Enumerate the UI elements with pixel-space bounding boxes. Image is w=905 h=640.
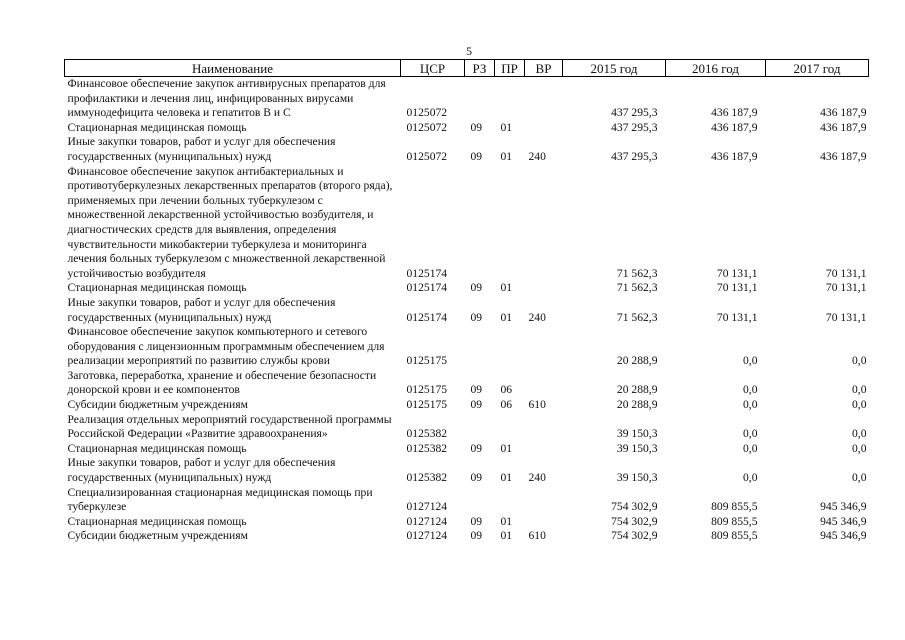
row-csr: 0125175 bbox=[406, 354, 448, 368]
row-name: Стационарная медицинская помощь bbox=[67, 441, 247, 455]
row-value-2017: 0,0 bbox=[852, 441, 867, 455]
row-value-2016: 436 187,9 bbox=[711, 120, 758, 134]
column-header-rz: РЗ bbox=[465, 60, 495, 77]
row-rz bbox=[465, 325, 495, 369]
row-value-2016: 0,0 bbox=[743, 383, 758, 397]
row-csr: 0127124 bbox=[406, 500, 448, 514]
row-value-2017: 945 346,9 bbox=[820, 500, 867, 514]
row-value-2016: 0,0 bbox=[743, 441, 758, 455]
row-value-2015: 20 288,9 bbox=[616, 398, 658, 412]
row-vr bbox=[525, 413, 563, 442]
row-vr bbox=[525, 77, 563, 121]
table-row bbox=[65, 121, 869, 136]
row-value-2016: 809 855,5 bbox=[711, 514, 758, 528]
row-name: Иные закупки товаров, работ и услуг для обеспечения государственных (муниципальных) нужд bbox=[67, 295, 336, 324]
table-row bbox=[65, 135, 869, 164]
row-value-2017: 436 187,9 bbox=[820, 120, 867, 134]
table-row bbox=[65, 281, 869, 296]
row-value-2017: 70 131,1 bbox=[825, 310, 867, 324]
row-value-2015: 20 288,9 bbox=[616, 383, 658, 397]
row-value-2017: 0,0 bbox=[852, 354, 867, 368]
table-row bbox=[65, 165, 869, 282]
row-value-2016: 70 131,1 bbox=[716, 281, 758, 295]
table-row bbox=[65, 325, 869, 369]
row-csr: 0125382 bbox=[406, 471, 448, 485]
row-name: Иные закупки товаров, работ и услуг для обеспечения государственных (муниципальных) нужд bbox=[67, 456, 336, 485]
row-vr: 240 bbox=[528, 149, 546, 163]
row-csr: 0127124 bbox=[406, 529, 448, 543]
row-value-2017: 436 187,9 bbox=[820, 149, 867, 163]
row-value-2016: 0,0 bbox=[743, 427, 758, 441]
row-rz: 09 bbox=[470, 120, 483, 134]
row-value-2016: 70 131,1 bbox=[716, 266, 758, 280]
row-name: Субсидии бюджетным учреждениям bbox=[67, 529, 248, 543]
row-name: Финансовое обеспечение закупок антивирусных препаратов для профилактики и лечения лиц, инфицированных вирусами иммунодефицита человека и гепатитов В и С bbox=[67, 77, 386, 120]
row-pr bbox=[495, 77, 525, 121]
row-csr: 0125175 bbox=[406, 398, 448, 412]
row-pr: 01 bbox=[500, 281, 513, 295]
row-vr bbox=[525, 281, 563, 296]
row-rz: 09 bbox=[470, 398, 483, 412]
row-value-2016: 0,0 bbox=[743, 471, 758, 485]
row-rz: 09 bbox=[470, 471, 483, 485]
row-csr: 0125382 bbox=[406, 441, 448, 455]
column-header-csr: ЦСР bbox=[401, 60, 465, 77]
row-csr: 0125072 bbox=[406, 106, 448, 120]
row-value-2016: 70 131,1 bbox=[716, 310, 758, 324]
row-rz bbox=[465, 486, 495, 515]
row-value-2015: 754 302,9 bbox=[611, 500, 658, 514]
row-name: Стационарная медицинская помощь bbox=[67, 120, 247, 134]
row-vr: 240 bbox=[528, 471, 546, 485]
column-header-pr: ПР bbox=[495, 60, 525, 77]
row-pr: 01 bbox=[500, 310, 513, 324]
row-name: Стационарная медицинская помощь bbox=[67, 281, 247, 295]
row-pr: 06 bbox=[500, 383, 513, 397]
table-row bbox=[65, 442, 869, 457]
row-pr: 01 bbox=[500, 441, 513, 455]
table-row bbox=[65, 296, 869, 325]
column-header-name: Наименование bbox=[65, 60, 401, 77]
row-name: Заготовка, переработка, хранение и обеспечение безопасности донорской крови и ее компонентов bbox=[67, 368, 377, 397]
column-header-2015: 2015 год bbox=[563, 60, 666, 77]
row-pr bbox=[495, 165, 525, 282]
row-vr bbox=[525, 325, 563, 369]
row-csr: 0125174 bbox=[406, 266, 448, 280]
row-csr: 0125072 bbox=[406, 120, 448, 134]
row-value-2015: 437 295,3 bbox=[611, 120, 658, 134]
row-value-2015: 39 150,3 bbox=[616, 427, 658, 441]
row-value-2015: 20 288,9 bbox=[616, 354, 658, 368]
row-vr bbox=[525, 515, 563, 530]
row-vr: 610 bbox=[528, 529, 546, 543]
row-value-2017: 0,0 bbox=[852, 398, 867, 412]
row-rz bbox=[465, 165, 495, 282]
row-pr: 01 bbox=[500, 514, 513, 528]
row-rz: 09 bbox=[470, 383, 483, 397]
row-pr: 01 bbox=[500, 529, 513, 543]
row-rz bbox=[465, 77, 495, 121]
row-name: Финансовое обеспечение закупок компьютерного и сетевого оборудования с лицензионным программным обеспечением для реализации мероприятий по развитию службы крови bbox=[67, 325, 385, 368]
row-value-2016: 809 855,5 bbox=[711, 500, 758, 514]
row-csr: 0125072 bbox=[406, 149, 448, 163]
row-pr bbox=[495, 486, 525, 515]
row-name: Реализация отдельных мероприятий государственной программы Российской Федерации «Развитие здравоохранения» bbox=[67, 412, 392, 441]
row-name: Стационарная медицинская помощь bbox=[67, 514, 247, 528]
row-vr bbox=[525, 442, 563, 457]
row-rz: 09 bbox=[470, 441, 483, 455]
row-value-2016: 0,0 bbox=[743, 354, 758, 368]
row-value-2017: 70 131,1 bbox=[825, 281, 867, 295]
row-name: Иные закупки товаров, работ и услуг для обеспечения государственных (муниципальных) нужд bbox=[67, 135, 336, 163]
row-value-2016: 809 855,5 bbox=[711, 529, 758, 543]
table-row bbox=[65, 77, 869, 121]
row-pr: 01 bbox=[500, 120, 513, 134]
row-rz: 09 bbox=[470, 281, 483, 295]
table-row bbox=[65, 413, 869, 442]
row-value-2015: 39 150,3 bbox=[616, 471, 658, 485]
row-vr bbox=[525, 369, 563, 398]
row-vr bbox=[525, 486, 563, 515]
row-value-2015: 437 295,3 bbox=[611, 149, 658, 163]
row-vr: 240 bbox=[528, 310, 546, 324]
row-value-2016: 0,0 bbox=[743, 398, 758, 412]
row-value-2015: 39 150,3 bbox=[616, 441, 658, 455]
column-header-2016: 2016 год bbox=[666, 60, 766, 77]
row-vr: 610 bbox=[528, 398, 546, 412]
table-row bbox=[65, 369, 869, 398]
row-name: Финансовое обеспечение закупок антибактериальных и противотуберкулезных лекарственных препаратов (второго ряда), применяемых при лечении больных туберкулезом с множественной лекарственной устойчивостью возбудителя, и диагностических средств для выявления, определения чувствительности микобактерии туберкулеза и мониторинга лечения больных туберкулезом с множественной лекарственной устойчивостью возбудителя bbox=[67, 164, 393, 280]
row-csr: 0125382 bbox=[406, 427, 448, 441]
row-rz: 09 bbox=[470, 149, 483, 163]
row-pr bbox=[495, 325, 525, 369]
row-rz: 09 bbox=[470, 514, 483, 528]
row-value-2015: 71 562,3 bbox=[616, 310, 658, 324]
column-header-2017: 2017 год bbox=[766, 60, 869, 77]
row-vr bbox=[525, 121, 563, 136]
row-value-2017: 0,0 bbox=[852, 471, 867, 485]
table-header-row bbox=[65, 60, 869, 77]
row-value-2017: 0,0 bbox=[852, 383, 867, 397]
table-row bbox=[65, 529, 869, 544]
row-name: Специализированная стационарная медицинская помощь при туберкулезе bbox=[67, 485, 373, 514]
row-value-2015: 754 302,9 bbox=[611, 529, 658, 543]
row-value-2016: 436 187,9 bbox=[711, 149, 758, 163]
row-pr bbox=[495, 413, 525, 442]
row-value-2015: 71 562,3 bbox=[616, 266, 658, 280]
table-row bbox=[65, 456, 869, 485]
budget-table bbox=[64, 59, 869, 544]
row-csr: 0127124 bbox=[406, 514, 448, 528]
table-row bbox=[65, 486, 869, 515]
row-value-2017: 0,0 bbox=[852, 427, 867, 441]
row-vr bbox=[525, 165, 563, 282]
row-pr: 01 bbox=[500, 471, 513, 485]
row-value-2016: 436 187,9 bbox=[711, 106, 758, 120]
row-rz bbox=[465, 413, 495, 442]
row-rz: 09 bbox=[470, 529, 483, 543]
row-pr: 01 bbox=[500, 149, 513, 163]
row-value-2017: 945 346,9 bbox=[820, 529, 867, 543]
row-value-2015: 71 562,3 bbox=[616, 281, 658, 295]
row-rz: 09 bbox=[470, 310, 483, 324]
row-name: Субсидии бюджетным учреждениям bbox=[67, 398, 248, 412]
row-csr: 0125175 bbox=[406, 383, 448, 397]
page-number: 5 bbox=[466, 44, 472, 58]
row-value-2015: 437 295,3 bbox=[611, 106, 658, 120]
table-row bbox=[65, 515, 869, 530]
row-value-2017: 70 131,1 bbox=[825, 266, 867, 280]
row-pr: 06 bbox=[500, 398, 513, 412]
row-csr: 0125174 bbox=[406, 310, 448, 324]
row-csr: 0125174 bbox=[406, 281, 448, 295]
row-value-2015: 754 302,9 bbox=[611, 514, 658, 528]
row-value-2017: 436 187,9 bbox=[820, 106, 867, 120]
table-row bbox=[65, 398, 869, 413]
column-header-vr: ВР bbox=[525, 60, 563, 77]
row-value-2017: 945 346,9 bbox=[820, 514, 867, 528]
